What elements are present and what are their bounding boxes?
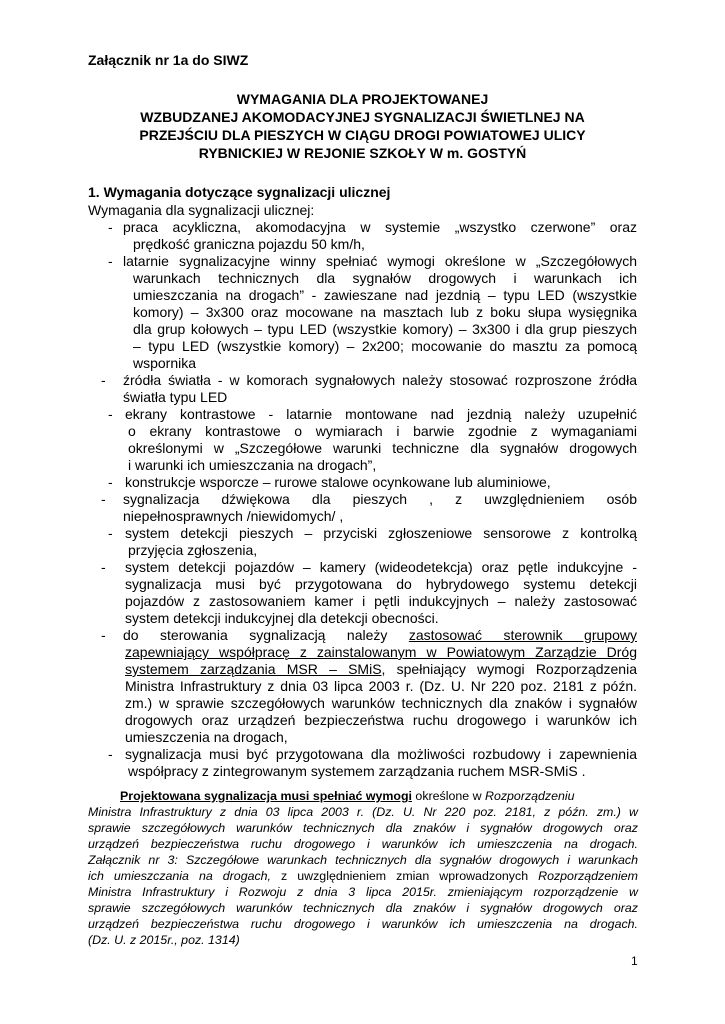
underlined-text: zastosować sterownik grupowy (408, 627, 637, 643)
item-line: – typu LED (wszystkie komory) – 2x200; mocowanie do masztu za pomocą (133, 338, 637, 354)
item-line: sygnalizacja musi być przygotowana do hybrydowego systemu detekcji (125, 576, 637, 592)
page-number: 1 (631, 954, 638, 968)
item-line: umieszczania na drogach” - zawieszane nad jezdnią – typu LED (wszystkie (133, 287, 637, 303)
item-line: o ekrany kontrastowe o wymiarach i barwie zgodnie z wymaganiami (128, 423, 637, 439)
item-line: współpracy z zintegrowanym systemem zarządzania ruchem MSR-SMiS . (128, 763, 586, 779)
list-item (0, 491, 725, 525)
list-dash: - (108, 253, 113, 269)
item-line: dla grup kołowych – typu LED (wszystkie komory) – 3x300 i dla grup pieszych (133, 321, 637, 337)
item-text: , spełniający wymogi Rozporządzenia (381, 661, 637, 677)
list-dash: - (108, 219, 113, 235)
para-line (88, 868, 638, 884)
regulation-paragraph (88, 788, 638, 948)
item-line: sygnalizacja dźwiękowa dla pieszych , z uwzględnieniem osób (123, 491, 637, 507)
section-heading: 1. Wymagania dotyczące sygnalizacji ulicznej (88, 184, 391, 200)
requirements-list (0, 219, 725, 780)
para-line: Ministra Infrastruktury i Rozwoju z dnia 3 lipca 2015r. zmieniającym rozporządzenie w (88, 885, 638, 899)
item-line: wspornika (133, 355, 197, 371)
list-item (0, 746, 725, 780)
item-line: komory) – 3x300 oraz mocowane na masztach lub z boku słupa wysięgnika (133, 304, 637, 320)
list-item (0, 372, 725, 406)
para-line: urządzeń bezpieczeństwa ruchu drogowego i warunków ich umieszczenia na drogach. (88, 837, 638, 851)
item-line: latarnie sygnalizacyjne winny spełniać wymogi określone w „Szczegółowych (123, 253, 637, 269)
item-line: warunkach technicznych dla sygnałów drogowych i warunkach ich (133, 270, 637, 286)
title-line: RYBNICKIEJ W REJONIE SZKOŁY W m. GOSTYŃ (198, 145, 527, 161)
para-text: określone w (411, 789, 485, 803)
item-line: zm.) w sprawie szczegółowych warunków technicznych dla znaków i sygnałów (125, 695, 637, 711)
item-line: prędkość graniczna pojazdu 50 km/h, (133, 236, 365, 252)
item-line: praca acykliczna, akomodacyjna w systemie „wszystko czerwone” oraz (123, 219, 637, 235)
list-item (0, 406, 725, 474)
item-line (125, 661, 637, 678)
para-italic: ich umieszczania na drogach, (88, 869, 272, 883)
item-line: źródła światła - w komorach sygnałowych należy stosować rozproszone źródła (123, 372, 637, 388)
para-text: z uwzględnieniem zmian wprowadzonych (271, 869, 539, 883)
para-line: sprawie szczegółowych warunków technicznych dla znaków i sygnałów drogowych oraz (88, 821, 638, 835)
list-dash: - (101, 627, 106, 643)
list-item (0, 474, 725, 491)
item-line: niepełnosprawnych /niewidomych/ , (123, 508, 344, 524)
list-item (0, 253, 725, 372)
document-title (80, 90, 645, 162)
list-dash: - (101, 491, 106, 507)
item-line: system detekcji pojazdów – kamery (wideodetekcja) oraz pętle indukcyjne - (125, 559, 637, 575)
list-item (0, 627, 725, 746)
list-dash: - (108, 406, 113, 422)
para-line: Załącznik nr 3: Szczegółowe warunkach technicznych dla sygnałów drogowych i warunkach (88, 853, 638, 867)
bold-lead: Projektowana sygnalizacja musi spełniać wymogi (120, 789, 412, 803)
list-item (0, 219, 725, 253)
para-line (88, 788, 638, 804)
item-line: system detekcji pieszych – przyciski zgłoszeniowe sensorowe z kontrolką (125, 525, 637, 541)
title-line: PRZEJŚCIU DLA PIESZYCH W CIĄGU DROGI POWIATOWEJ ULICY (139, 127, 586, 143)
underlined-text: zapewniający współpracę z zainstalowanym w Powiatowym Zarządzie Dróg (125, 644, 637, 660)
item-line (123, 627, 637, 644)
item-line: przyjęcia zgłoszenia, (128, 542, 258, 558)
item-line: umieszczenia na drogach, (125, 729, 288, 745)
para-line: (Dz. U. z 2015r., poz. 1314) (88, 933, 240, 947)
para-line: sprawie szczegółowych warunków technicznych dla znaków i sygnałów drogowych oraz (88, 901, 638, 915)
para-line: urządzeń bezpieczeństwa ruchu drogowego i warunków ich umieszczenia na drogach. (88, 917, 638, 931)
item-line: konstrukcje wsporcze – rurowe stalowe ocynkowane lub aluminiowe, (125, 474, 551, 490)
para-line: Ministra Infrastruktury z dnia 03 lipca 2003 r. (Dz. U. Nr 220 poz. 2181, z późn. zm.) w (88, 805, 638, 819)
item-line: i warunki ich umieszczania na drogach”, (128, 457, 377, 473)
item-line: system detekcji indukcyjnej dla detekcji obecności. (125, 610, 439, 626)
item-line: pojazdów z zastosowaniem kamer i pętli indukcyjnych – należy zastosować (125, 593, 637, 609)
item-line: światła typu LED (123, 389, 228, 405)
title-line: WYMAGANIA DLA PROJEKTOWANEJ (236, 91, 489, 107)
list-item (0, 559, 725, 627)
list-dash: - (108, 746, 113, 762)
item-text: do sterowania sygnalizacją należy (123, 627, 409, 643)
title-line: WZBUDZANEJ AKOMODACYJNEJ SYGNALIZACJI ŚWIETLNEJ NA (140, 109, 585, 125)
para-italic: Rozporządzeniu (485, 789, 575, 803)
list-dash: - (101, 372, 106, 388)
para-italic: Rozporządzeniem (538, 869, 638, 883)
item-line: ekrany kontrastowe - latarnie montowane nad jezdnią należy uzupełnić (125, 406, 637, 422)
item-line: określonymi w „Szczegółowe warunki techniczne dla sygnałów drogowych (128, 440, 637, 456)
item-line: sygnalizacja musi być przygotowana dla możliwości rozbudowy i zapewnienia (125, 746, 637, 762)
item-line (125, 644, 637, 661)
item-line: drogowych oraz urządzeń bezpieczeństwa ruchu drogowego i warunków ich (125, 712, 637, 728)
attachment-label: Załącznik nr 1a do SIWZ (88, 52, 249, 68)
list-dash: - (108, 474, 113, 490)
underlined-text: systemem zarządzania MSR – SMiS (125, 661, 382, 677)
list-dash: - (101, 559, 106, 575)
item-line: Ministra Infrastruktury z dnia 03 lipca 2003 r. (Dz. U. Nr 220 poz. 2181 z późn. (125, 678, 637, 694)
section-lead: Wymagania dla sygnalizacji ulicznej: (88, 202, 315, 218)
list-dash: - (108, 525, 113, 541)
list-item (0, 525, 725, 559)
